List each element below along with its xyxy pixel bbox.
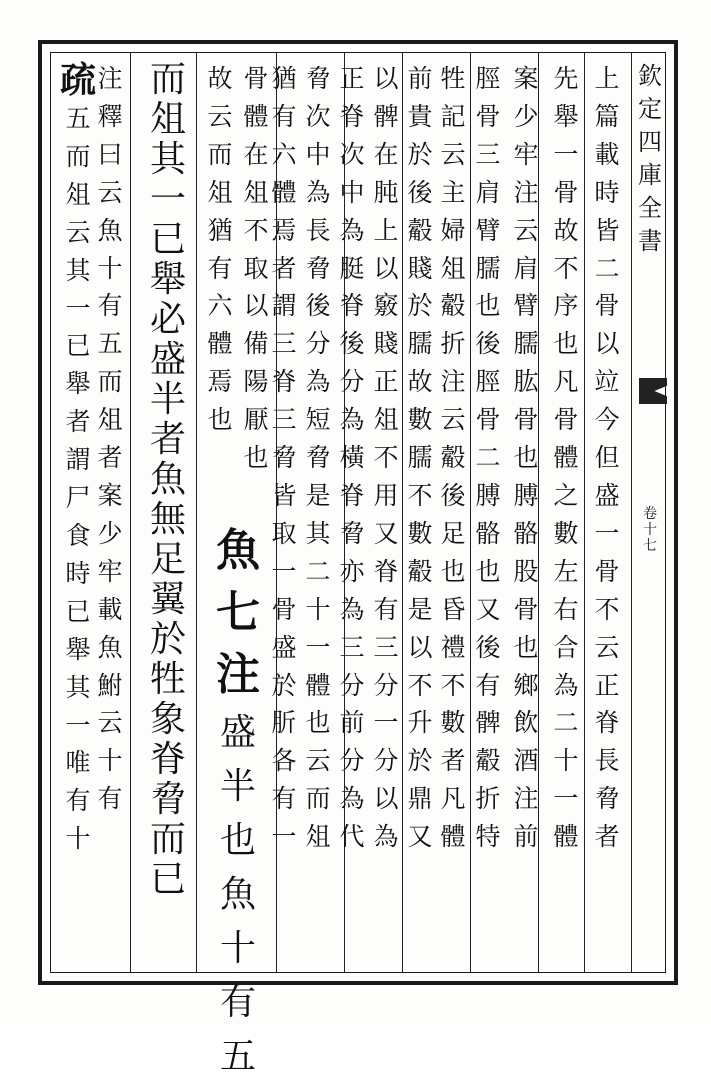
classic-text-continued: 盛 半 也 魚 十 有 五 xyxy=(219,712,256,1077)
book-title: 欽 定 四 庫 全 書 xyxy=(638,62,662,255)
volume-number: 卷 十 七 xyxy=(643,506,657,554)
text-column: 故 云 而 俎 猶 有 六 體 焉 也 xyxy=(207,64,233,435)
column-rule xyxy=(584,52,585,973)
text-column: 疏 五 而 俎 云 其 一 已 舉 者 謂 尸 食 時 已 舉 其 一 唯 有 十 xyxy=(60,59,97,854)
text-column: 注 釋 曰 云 魚 十 有 五 而 俎 者 案 少 牢 載 魚 鮒 云 十 有 xyxy=(97,64,123,814)
column-rule xyxy=(631,52,632,973)
text-column: 案 少 牢 注 云 肩 臂 臑 肱 骨 也 膊 骼 股 骨 也 鄉 飲 酒 注 前 xyxy=(513,64,539,852)
text-column-classic xyxy=(210,520,266,1084)
text-column: 骨 體 在 俎 不 取 以 備 陽 厭 也 xyxy=(243,64,269,473)
fishtail-mark-icon xyxy=(639,378,667,404)
text-column: 脅 次 中 為 長 脅 後 分 為 短 脅 是 其 二 十 一 體 也 云 而 俎 xyxy=(305,64,331,852)
text-column-large: 而 俎 其 一 已 舉 必 盛 半 者 魚 無 足 翼 於 牲 象 脊 脅 而 已 xyxy=(149,59,186,900)
text-column: 以 髀 在 肫 上 以 竅 賤 正 俎 不 用 又 脊 有 三 分 一 分 以 為 xyxy=(373,64,399,852)
text-column: 先 舉 一 骨 故 不 序 也 凡 骨 體 之 數 左 右 合 為 二 十 一 體 xyxy=(553,64,579,852)
column-rule xyxy=(130,52,131,973)
text-column: 猶 有 六 體 焉 者 謂 三 脊 三 脅 皆 取 一 骨 盛 於 肵 各 有 一 xyxy=(271,64,297,852)
shu-marker: 疏 xyxy=(60,59,97,101)
text-column: 正 脊 次 中 為 脡 脊 後 分 為 橫 脊 脅 亦 為 三 分 前 分 為 代 xyxy=(339,64,365,852)
text-column: 上 篇 載 時 皆 二 骨 以 竝 今 但 盛 一 骨 不 云 正 脊 長 脅 者 xyxy=(594,64,620,852)
classic-text: 魚 七 注 xyxy=(216,525,260,700)
text-column: 脛 骨 三 肩 臂 臑 也 後 脛 骨 二 膊 骼 也 又 後 有 髀 觳 折 特 xyxy=(475,64,501,852)
text-column: 前 貴 於 後 觳 賤 於 臑 故 數 臑 不 數 觳 是 以 不 升 於 鼎 又 xyxy=(407,64,433,852)
header-column xyxy=(633,60,667,960)
text-column: 牲 記 云 主 婦 俎 觳 折 注 云 觳 後 足 也 昏 禮 不 數 者 凡 體 xyxy=(440,64,466,852)
column-rule xyxy=(196,52,197,973)
